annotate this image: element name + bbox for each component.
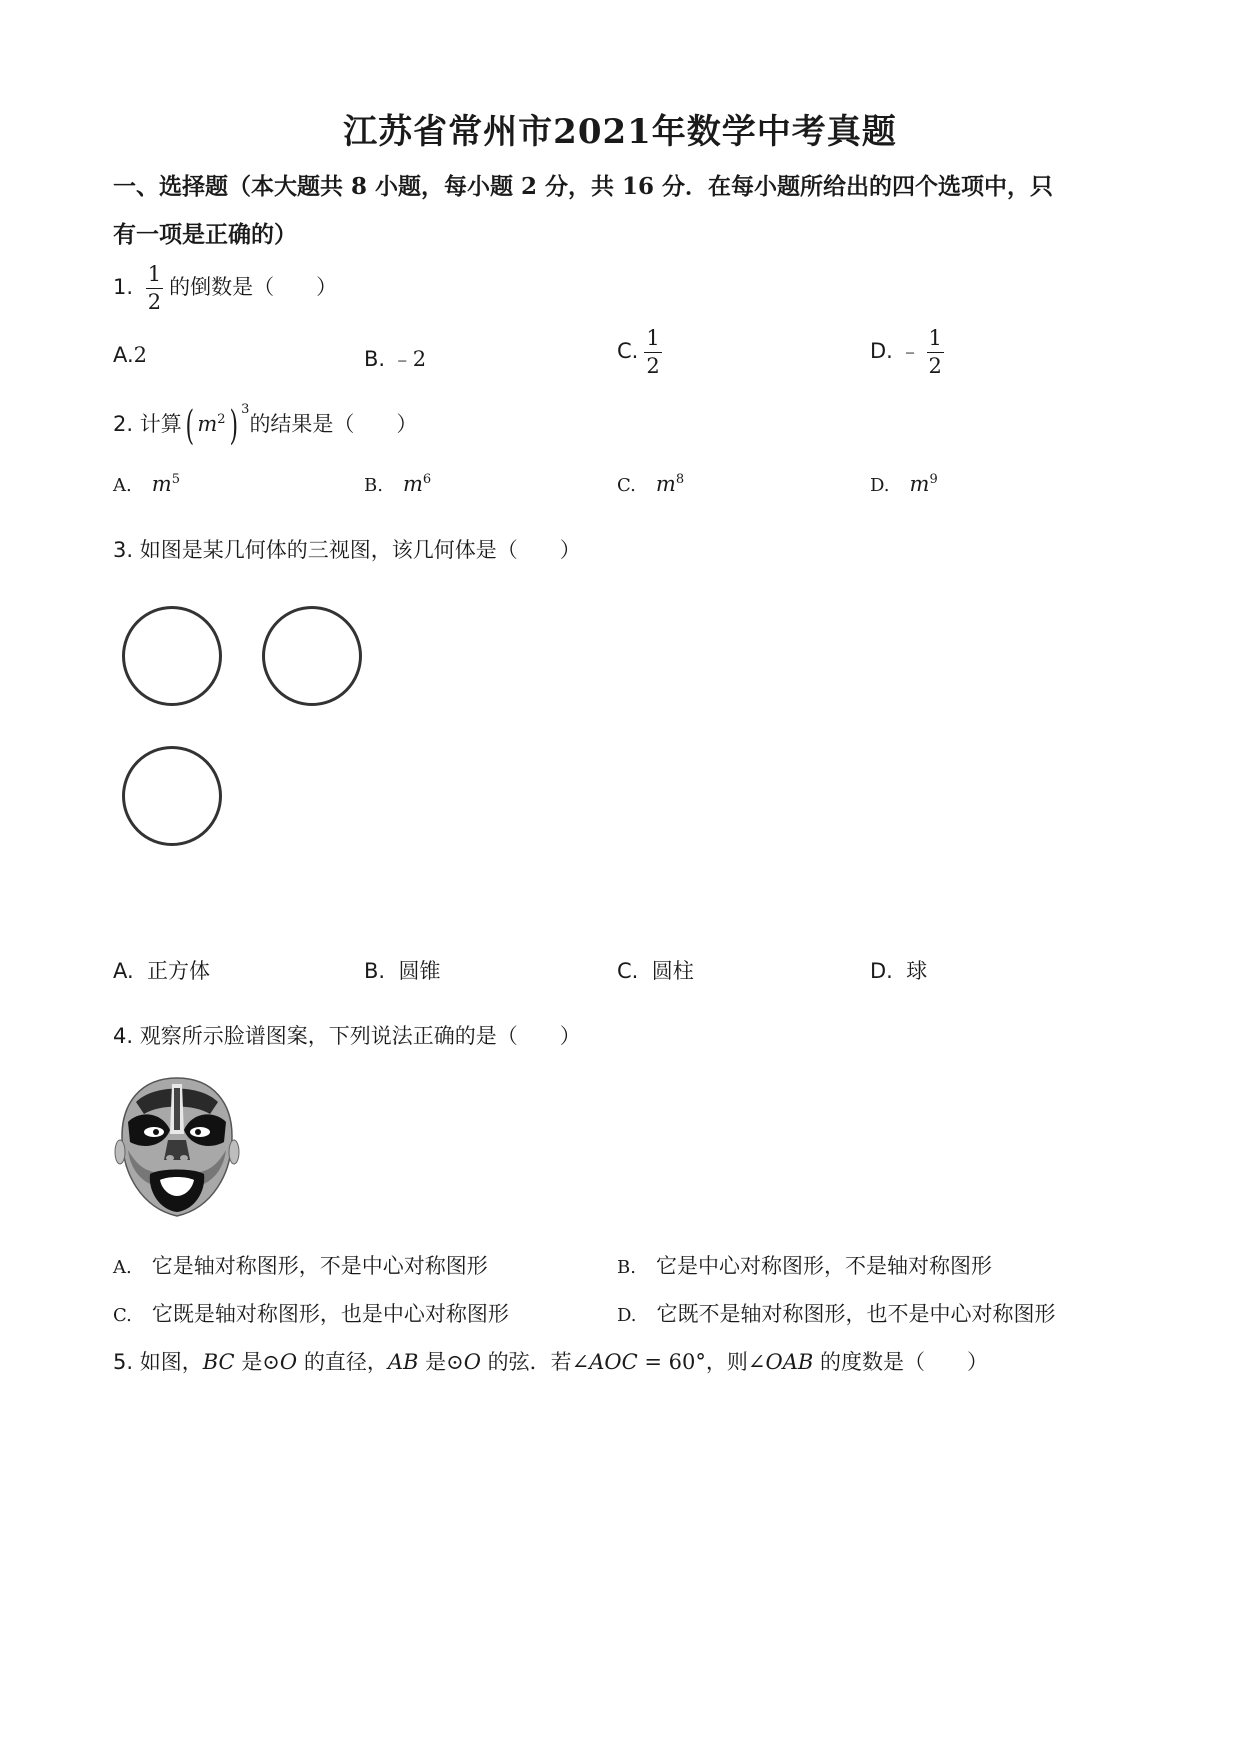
numerator: 1: [928, 326, 942, 350]
stem-part: 的直径，: [303, 1350, 388, 1374]
fraction: [927, 328, 944, 377]
opera-mask-image: [114, 1074, 240, 1220]
option-text: 球: [906, 959, 928, 983]
left-paren: (: [185, 402, 194, 449]
option-d[interactable]: [870, 955, 927, 985]
fraction: [146, 264, 163, 313]
exponent: 5: [171, 472, 180, 487]
question-1: [113, 264, 337, 313]
option-label: A.: [113, 343, 134, 367]
option-d[interactable]: [617, 1298, 1056, 1328]
minus-sign: ﹣: [899, 339, 921, 363]
option-label: D.: [870, 959, 893, 983]
option-text: 圆柱: [651, 959, 694, 983]
option-label: C.: [113, 1305, 132, 1326]
option-label: C.: [617, 475, 636, 496]
option-text: 它既是轴对称图形，也是中心对称图形: [151, 1302, 509, 1326]
option-a[interactable]: [113, 1250, 488, 1280]
option-c[interactable]: [617, 328, 668, 377]
denominator: 2: [928, 354, 942, 378]
stem-part: 的弦．若∠: [487, 1350, 590, 1374]
math-base: m: [655, 472, 676, 496]
numerator: 1: [147, 262, 162, 286]
option-label: B.: [364, 475, 383, 496]
math-base: m: [197, 412, 218, 436]
option-text: 2: [133, 343, 148, 367]
question-stem: 的倒数是（ ）: [169, 275, 338, 299]
option-b[interactable]: [617, 1250, 992, 1280]
math-base: m: [402, 472, 423, 496]
right-paren: ): [229, 402, 238, 449]
option-text: ﹣2: [391, 347, 427, 371]
denominator: 2: [646, 354, 660, 378]
option-text: 它是轴对称图形，不是中心对称图形: [151, 1254, 488, 1278]
question-number: 3.: [113, 538, 134, 562]
page-title: 江苏省常州市2021年数学中考真题: [343, 112, 897, 152]
math-base: m: [909, 472, 930, 496]
option-label: B.: [364, 959, 386, 983]
question-prefix: 计算: [139, 412, 182, 436]
segment-bc: BC: [202, 1350, 235, 1374]
front-view-circle: [122, 606, 222, 706]
angle-aoc: AOC: [589, 1350, 638, 1374]
option-text: 正方体: [147, 959, 211, 983]
question-number: 1.: [113, 275, 134, 299]
inner-exponent: 2: [217, 412, 226, 427]
option-text: 它是中心对称图形，不是轴对称图形: [655, 1254, 992, 1278]
numerator: 1: [646, 326, 660, 350]
option-c[interactable]: [617, 955, 694, 985]
option-label: C.: [617, 339, 639, 363]
question-number: 5.: [113, 1350, 134, 1374]
question-3: [113, 534, 581, 564]
option-label: B.: [617, 1257, 636, 1278]
option-a[interactable]: [113, 472, 180, 496]
question-2: [113, 402, 418, 449]
option-label: B.: [364, 347, 386, 371]
option-c[interactable]: [113, 1298, 509, 1328]
option-text: 它既不是轴对称图形，也不是中心对称图形: [656, 1302, 1056, 1326]
top-view-circle: [122, 746, 222, 846]
option-label: A.: [113, 475, 132, 496]
stem-part: 是⊙: [425, 1350, 464, 1374]
question-4: [113, 1020, 581, 1050]
fraction: [644, 328, 661, 377]
circle-o: O: [279, 1350, 298, 1374]
question-stem: 观察所示脸谱图案，下列说法正确的是（ ）: [139, 1024, 581, 1048]
math-base: m: [151, 472, 172, 496]
stem-part: 是⊙: [241, 1350, 280, 1374]
option-label: A.: [113, 959, 134, 983]
circle-o: O: [463, 1350, 481, 1374]
option-b[interactable]: [364, 343, 426, 373]
option-label: C.: [617, 959, 639, 983]
option-b[interactable]: [364, 472, 431, 496]
option-label: A.: [113, 1257, 132, 1278]
option-d[interactable]: [870, 328, 950, 377]
option-label: D.: [617, 1305, 637, 1326]
angle-oab: OAB: [765, 1350, 814, 1374]
question-stem: 的结果是（ ）: [249, 412, 418, 436]
section-heading-line1: 一、选择题（本大题共 8 小题，每小题 2 分，共 16 分．在每小题所给出的四个选项中，只: [113, 173, 1054, 200]
exponent: 9: [929, 472, 938, 487]
exponent: 8: [675, 472, 685, 487]
question-number: 4.: [113, 1024, 134, 1048]
option-text: 圆锥: [398, 959, 441, 983]
option-d[interactable]: [870, 472, 938, 496]
option-a[interactable]: [113, 343, 147, 367]
outer-exponent: 3: [241, 402, 250, 417]
stem-part: 如图，: [139, 1350, 203, 1374]
option-c[interactable]: [617, 472, 684, 496]
exponent: 6: [422, 472, 432, 487]
option-label: D.: [870, 339, 893, 363]
question-5: [113, 1346, 988, 1376]
stem-part: = 60°，则∠: [644, 1350, 766, 1374]
stem-part: 的度数是（ ）: [820, 1350, 988, 1374]
option-a[interactable]: [113, 955, 210, 985]
section-heading-line2: 有一项是正确的）: [113, 221, 297, 248]
option-label: D.: [870, 475, 890, 496]
question-number: 2.: [113, 412, 134, 436]
segment-ab: AB: [387, 1350, 419, 1374]
denominator: 2: [147, 290, 162, 314]
option-b[interactable]: [364, 955, 440, 985]
side-view-circle: [262, 606, 362, 706]
question-stem: 如图是某几何体的三视图，该几何体是（ ）: [139, 538, 581, 562]
